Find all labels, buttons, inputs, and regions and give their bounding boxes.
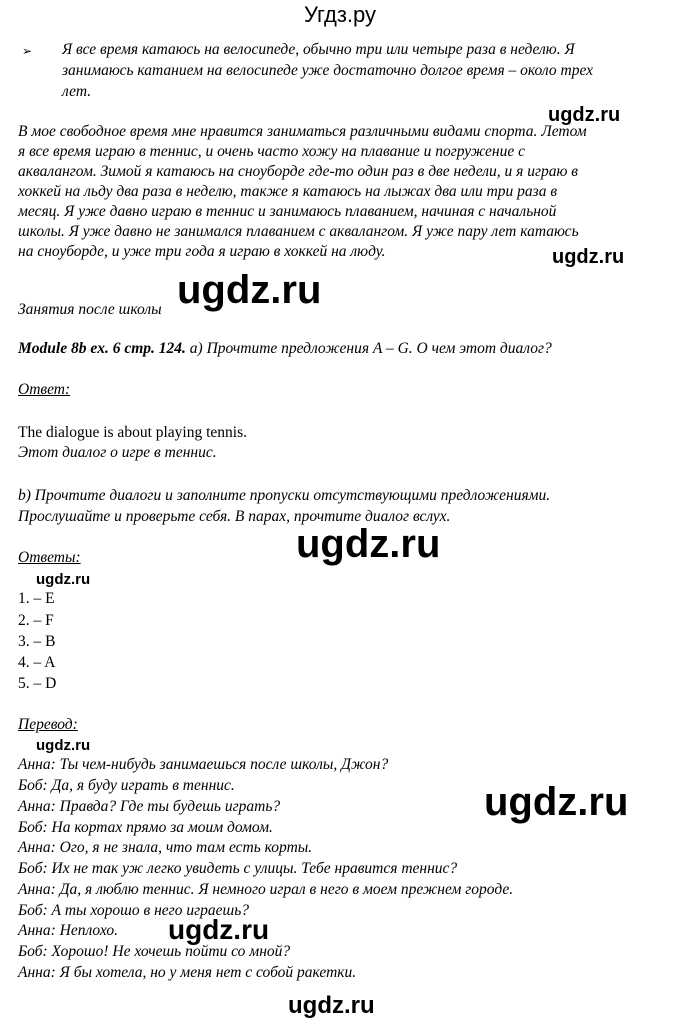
paragraph-line: на сноуборде, и уже три года я играю в хоккей на люду. [18, 243, 386, 260]
section-title: Занятия после школы [18, 301, 162, 318]
watermark: ugdz.ru [296, 522, 441, 566]
watermark: ugdz.ru [168, 914, 270, 945]
dialogue-line: Боб: Да, я буду играть в теннис. [18, 777, 235, 794]
dialogue-line: Боб: Их не так уж легко увидеть с улицы. Тебе нравится теннис? [18, 860, 458, 877]
answer-item: 1. – E [18, 590, 55, 607]
paragraph-line: хоккей на льду два раза в неделю, также я катаюсь на лыжах два или три раза в [18, 183, 558, 200]
watermark: ugdz.ru [288, 992, 375, 1019]
answer-ru: Этот диалог о игре в теннис. [18, 444, 217, 461]
dialogue-line: Боб: А ты хорошо в него играешь? [18, 902, 250, 919]
watermark: ugdz.ru [36, 737, 91, 754]
answer-item: 5. – D [18, 675, 57, 692]
watermark: ugdz.ru [552, 246, 625, 268]
site-title: Угдз.ру [303, 2, 377, 27]
dialogue-line: Анна: Ого, я не знала, что там есть корты. [18, 839, 313, 856]
paragraph-line: школы. Я уже давно не занимался плаванием с аквалангом. Я уже пару лет катаюсь [18, 223, 579, 240]
paragraph-line: я все время играю в теннис, и очень часто хожу на плавание и погружение с [18, 143, 525, 160]
dialogue-line: Анна: Неплохо. [18, 922, 118, 939]
dialogue-line: Анна: Да, я люблю теннис. Я немного играл в него в моем прежнем городе. [18, 881, 514, 898]
arrow-bullet-icon: ➢ [22, 44, 33, 58]
watermark: ugdz.ru [177, 268, 322, 312]
task-a [18, 339, 552, 359]
watermark: ugdz.ru [484, 780, 629, 824]
dialogue-line: Анна: Правда? Где ты будешь играть? [18, 798, 281, 815]
paragraph-line: В мое свободное время мне нравится заниматься различными видами спорта. Летом [18, 123, 587, 140]
task-a-label: Module 8b ex. 6 стр. 124. [18, 340, 186, 357]
bullet-line: занимаюсь катанием на велосипеде уже достаточно долгое время – около трех [62, 62, 593, 79]
dialogue-line: Анна: Я бы хотела, но у меня нет с собой ракетки. [18, 964, 357, 981]
answer-label: Ответ: [18, 381, 71, 398]
bullet-line: лет. [62, 83, 92, 100]
answers-label: Ответы: [18, 549, 81, 566]
answer-en: The dialogue is about playing tennis. [18, 424, 248, 441]
watermark: ugdz.ru [548, 104, 621, 126]
dialogue-line: Анна: Ты чем-нибудь занимаешься после школы, Джон? [18, 756, 389, 773]
dialogue-line: Боб: Хорошо! Не хочешь пойти со мной? [18, 943, 291, 960]
watermark: ugdz.ru [36, 571, 91, 588]
answer-item: 2. – F [18, 612, 54, 629]
task-a-text: а) Прочтите предложения A – G. О чем этот диалог? [185, 340, 552, 357]
answer-item: 4. – A [18, 654, 56, 671]
translation-label: Перевод: [18, 716, 78, 733]
dialogue-line: Боб: На кортах прямо за моим домом. [18, 819, 273, 836]
bullet-line: Я все время катаюсь на велосипеде, обычно три или четыре раза в неделю. Я [62, 41, 575, 58]
paragraph-line: месяц. Я уже давно играю в теннис и занимаюсь плаванием, начиная с начальной [18, 203, 557, 220]
answer-item: 3. – B [18, 633, 56, 650]
task-b-line: b) Прочтите диалоги и заполните пропуски отсутствующими предложениями. [18, 487, 551, 504]
paragraph-line: аквалангом. Зимой я катаюсь на сноуборде где-то один раз в две недели, и я играю в [18, 163, 579, 180]
task-b-line: Прослушайте и проверьте себя. В парах, прочтите диалог вслух. [18, 508, 451, 525]
